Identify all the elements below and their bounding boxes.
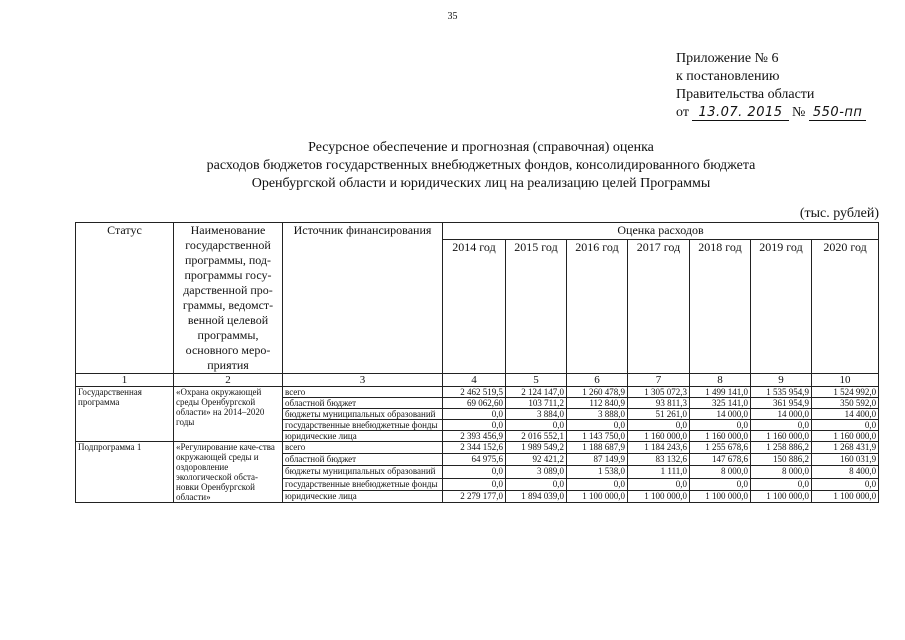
row-value: 0,0 bbox=[506, 420, 567, 431]
header-name: Наименование государственной программы, под-программы госу-дарственной про-граммы, ведомст-венной целевой программы, основного меро-приятия bbox=[174, 223, 283, 374]
header-year: 2020 год bbox=[812, 239, 879, 373]
row-value: 8 000,0 bbox=[690, 466, 751, 478]
row-value: 0,0 bbox=[443, 409, 506, 420]
row-value: 2 462 519,5 bbox=[443, 387, 506, 398]
resolution-number: 550-пп bbox=[809, 105, 867, 121]
row-value: 0,0 bbox=[690, 420, 751, 431]
row-value: 1 160 000,0 bbox=[812, 431, 879, 442]
title-line-3: Оренбургской области и юридических лиц на реализацию целей Программы bbox=[251, 176, 711, 191]
header-year: 2018 год bbox=[690, 239, 751, 373]
row-value: 150 886,2 bbox=[751, 454, 812, 466]
row-value: 0,0 bbox=[443, 478, 506, 490]
row-value: 1 100 000,0 bbox=[567, 490, 628, 502]
row-value: 1 268 431,9 bbox=[812, 442, 879, 454]
row-value: 1 160 000,0 bbox=[690, 431, 751, 442]
expenses-table bbox=[75, 222, 879, 503]
appendix-line-1: Приложение № 6 bbox=[676, 51, 779, 66]
row-value: 112 840,9 bbox=[567, 398, 628, 409]
title-line-1: Ресурсное обеспечение и прогнозная (справочная) оценка bbox=[308, 140, 654, 155]
page-number: 35 bbox=[447, 11, 458, 22]
row-value: 1 255 678,6 bbox=[690, 442, 751, 454]
header-year: 2017 год bbox=[628, 239, 690, 373]
row-value: 0,0 bbox=[628, 478, 690, 490]
row-source: государственные внебюджетные фонды bbox=[283, 420, 443, 431]
column-number: 1 bbox=[76, 374, 174, 387]
row-source: бюджеты муниципальных образований bbox=[283, 409, 443, 420]
row-value: 1 499 141,0 bbox=[690, 387, 751, 398]
column-number: 6 bbox=[567, 374, 628, 387]
row-value: 0,0 bbox=[628, 420, 690, 431]
row-value: 1 160 000,0 bbox=[628, 431, 690, 442]
row-value: 1 100 000,0 bbox=[690, 490, 751, 502]
row-value: 1 100 000,0 bbox=[751, 490, 812, 502]
row-source: юридические лица bbox=[283, 490, 443, 502]
title-line-2: расходов бюджетов государственных внебюджетных фондов, консолидированного бюджета bbox=[206, 158, 756, 173]
row-value: 1 160 000,0 bbox=[751, 431, 812, 442]
row-value: 0,0 bbox=[567, 420, 628, 431]
row-value: 0,0 bbox=[506, 478, 567, 490]
row-value: 1 524 992,0 bbox=[812, 387, 879, 398]
row-value: 3 089,0 bbox=[506, 466, 567, 478]
row-source: всего bbox=[283, 442, 443, 454]
row-source: областной бюджет bbox=[283, 454, 443, 466]
row-value: 1 188 687,9 bbox=[567, 442, 628, 454]
header-year: 2019 год bbox=[751, 239, 812, 373]
row-value: 8 000,0 bbox=[751, 466, 812, 478]
row-value: 0,0 bbox=[751, 478, 812, 490]
row-value: 361 954,9 bbox=[751, 398, 812, 409]
row-source: всего bbox=[283, 387, 443, 398]
row-value: 0,0 bbox=[751, 420, 812, 431]
row-value: 0,0 bbox=[567, 478, 628, 490]
column-number: 8 bbox=[690, 374, 751, 387]
row-value: 3 884,0 bbox=[506, 409, 567, 420]
column-number: 7 bbox=[628, 374, 690, 387]
row-value: 1 111,0 bbox=[628, 466, 690, 478]
header-year: 2014 год bbox=[443, 239, 506, 373]
resolution-date: 13.07. 2015 bbox=[692, 105, 788, 121]
row-value: 103 711,2 bbox=[506, 398, 567, 409]
row-value: 1 184 243,6 bbox=[628, 442, 690, 454]
row-source: юридические лица bbox=[283, 431, 443, 442]
table-row bbox=[76, 442, 879, 454]
row-value: 83 132,6 bbox=[628, 454, 690, 466]
row-value: 0,0 bbox=[443, 466, 506, 478]
row-source: государственные внебюджетные фонды bbox=[283, 478, 443, 490]
column-number: 3 bbox=[283, 374, 443, 387]
date-from-label: от bbox=[676, 105, 689, 120]
row-status: Государственная программа bbox=[76, 387, 174, 442]
row-value: 1 100 000,0 bbox=[812, 490, 879, 502]
table-row bbox=[76, 387, 879, 398]
header-status: Статус bbox=[76, 223, 174, 374]
row-status: Подпрограмма 1 bbox=[76, 442, 174, 503]
units-label: (тыс. рублей) bbox=[799, 206, 879, 221]
row-value: 1 258 886,2 bbox=[751, 442, 812, 454]
row-value: 3 888,0 bbox=[567, 409, 628, 420]
row-value: 1 260 478,9 bbox=[567, 387, 628, 398]
row-program-name: «Регулирование каче-ства окружающей среды и оздоровление экологической обста-новки Оренбургской области» bbox=[174, 442, 283, 503]
document-title bbox=[0, 139, 905, 193]
row-value: 2 124 147,0 bbox=[506, 387, 567, 398]
header-year: 2015 год bbox=[506, 239, 567, 373]
column-number: 4 bbox=[443, 374, 506, 387]
column-number-row bbox=[76, 374, 879, 387]
row-value: 0,0 bbox=[443, 420, 506, 431]
column-number: 10 bbox=[812, 374, 879, 387]
row-value: 2 016 552,1 bbox=[506, 431, 567, 442]
row-value: 325 141,0 bbox=[690, 398, 751, 409]
header-source: Источник финансирования bbox=[283, 223, 443, 374]
row-value: 160 031,9 bbox=[812, 454, 879, 466]
row-value: 1 305 072,3 bbox=[628, 387, 690, 398]
appendix-line-2: к постановлению bbox=[676, 69, 780, 84]
row-value: 0,0 bbox=[690, 478, 751, 490]
row-value: 14 000,0 bbox=[690, 409, 751, 420]
row-value: 1 538,0 bbox=[567, 466, 628, 478]
row-source: бюджеты муниципальных образований bbox=[283, 466, 443, 478]
row-value: 1 100 000,0 bbox=[628, 490, 690, 502]
row-value: 2 344 152,6 bbox=[443, 442, 506, 454]
row-value: 0,0 bbox=[812, 478, 879, 490]
row-value: 2 279 177,0 bbox=[443, 490, 506, 502]
row-value: 8 400,0 bbox=[812, 466, 879, 478]
row-value: 69 062,60 bbox=[443, 398, 506, 409]
row-value: 92 421,2 bbox=[506, 454, 567, 466]
row-value: 350 592,0 bbox=[812, 398, 879, 409]
row-value: 2 393 456,9 bbox=[443, 431, 506, 442]
row-value: 14 400,0 bbox=[812, 409, 879, 420]
row-value: 1 989 549,2 bbox=[506, 442, 567, 454]
row-value: 147 678,6 bbox=[690, 454, 751, 466]
number-label: № bbox=[792, 105, 806, 120]
row-program-name: «Охрана окружающей среды Оренбургской области» на 2014–2020 годы bbox=[174, 387, 283, 442]
row-value: 51 261,0 bbox=[628, 409, 690, 420]
row-value: 0,0 bbox=[812, 420, 879, 431]
row-value: 1 894 039,0 bbox=[506, 490, 567, 502]
table-header bbox=[76, 223, 879, 387]
table-body bbox=[76, 387, 879, 503]
column-number: 5 bbox=[506, 374, 567, 387]
row-value: 87 149,9 bbox=[567, 454, 628, 466]
row-value: 14 000,0 bbox=[751, 409, 812, 420]
row-value: 1 143 750,0 bbox=[567, 431, 628, 442]
appendix-line-3: Правительства области bbox=[676, 87, 815, 102]
header-year: 2016 год bbox=[567, 239, 628, 373]
row-value: 93 811,3 bbox=[628, 398, 690, 409]
row-source: областной бюджет bbox=[283, 398, 443, 409]
column-number: 9 bbox=[751, 374, 812, 387]
row-value: 1 535 954,9 bbox=[751, 387, 812, 398]
column-number: 2 bbox=[174, 374, 283, 387]
header-estimate: Оценка расходов bbox=[443, 223, 879, 240]
row-value: 64 975,6 bbox=[443, 454, 506, 466]
appendix-date-line bbox=[676, 104, 866, 122]
appendix-block bbox=[676, 50, 866, 122]
